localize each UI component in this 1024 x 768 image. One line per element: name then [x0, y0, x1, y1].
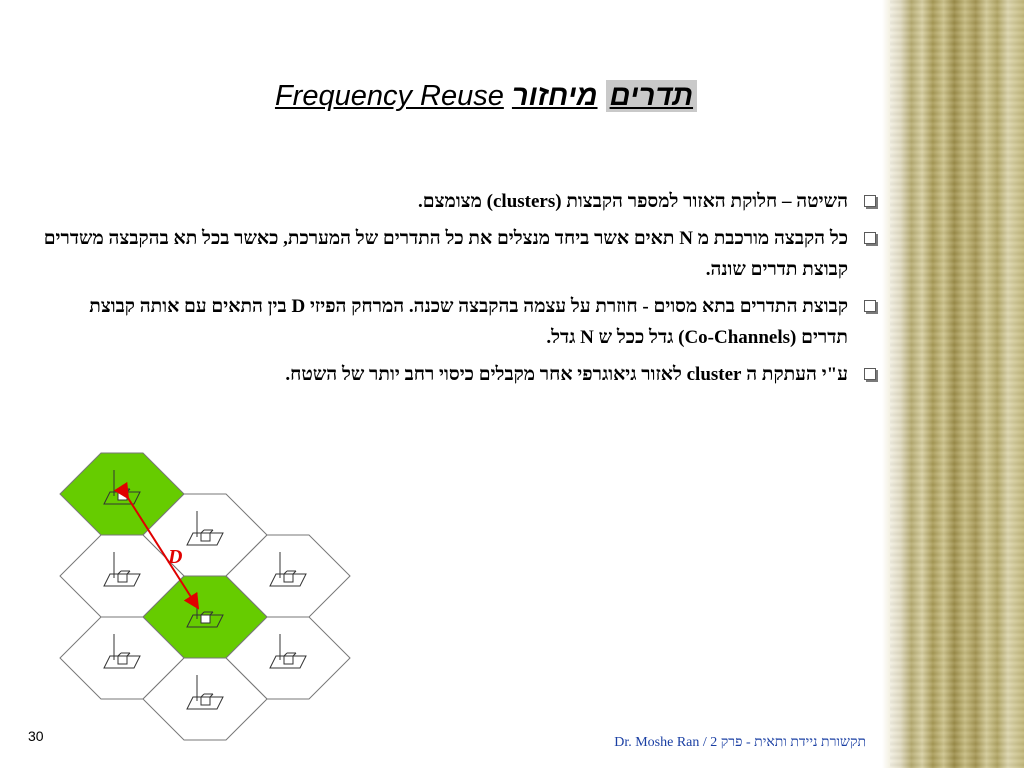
checkbox-bullet-icon [864, 232, 876, 244]
decorative-side-stripe [890, 0, 1024, 768]
hexagon-cell-diagram [0, 0, 400, 768]
title-hebrew: מיחזור [511, 80, 598, 112]
bullet-text: כל הקבצה מורכבת מ N תאים אשר ביחד מנצלים את כל התדרים של המערכת, כאשר בכל תא בהקבצה משדרים קבוצת תדרים שונה. [43, 228, 848, 280]
hexagon-cells [60, 453, 350, 740]
footer-credit: Dr. Moshe Ran / תקשורת ניידת ותאית - פרק 2 [614, 735, 866, 750]
distance-label: D [168, 546, 183, 568]
checkbox-bullet-icon [864, 300, 876, 312]
title-hebrew-highlight: תדרים [606, 80, 697, 112]
bullet-text: קבוצת התדרים בתא מסוים - חוזרת על עצמה בהקבצה שכנה. המרחק הפיזי D בין התאים עם אותה קבוצת תדרים (Co-Channels) גדל ככל ש N גדל. [89, 296, 848, 348]
stripe-edge [882, 0, 890, 768]
page-number: 30 [28, 728, 44, 744]
checkbox-bullet-icon [864, 368, 876, 380]
checkbox-bullet-icon [864, 195, 876, 207]
bullet-text: ע"י העתקת ה cluster לאזור גיאוגרפי אחר מקבלים כיסוי רחב יותר של השטח. [285, 364, 848, 385]
title-english: Frequency Reuse [274, 80, 504, 112]
bullet-text: השיטה – חלוקת האזור למספר הקבצות (clusters) מצומצם. [418, 191, 848, 212]
